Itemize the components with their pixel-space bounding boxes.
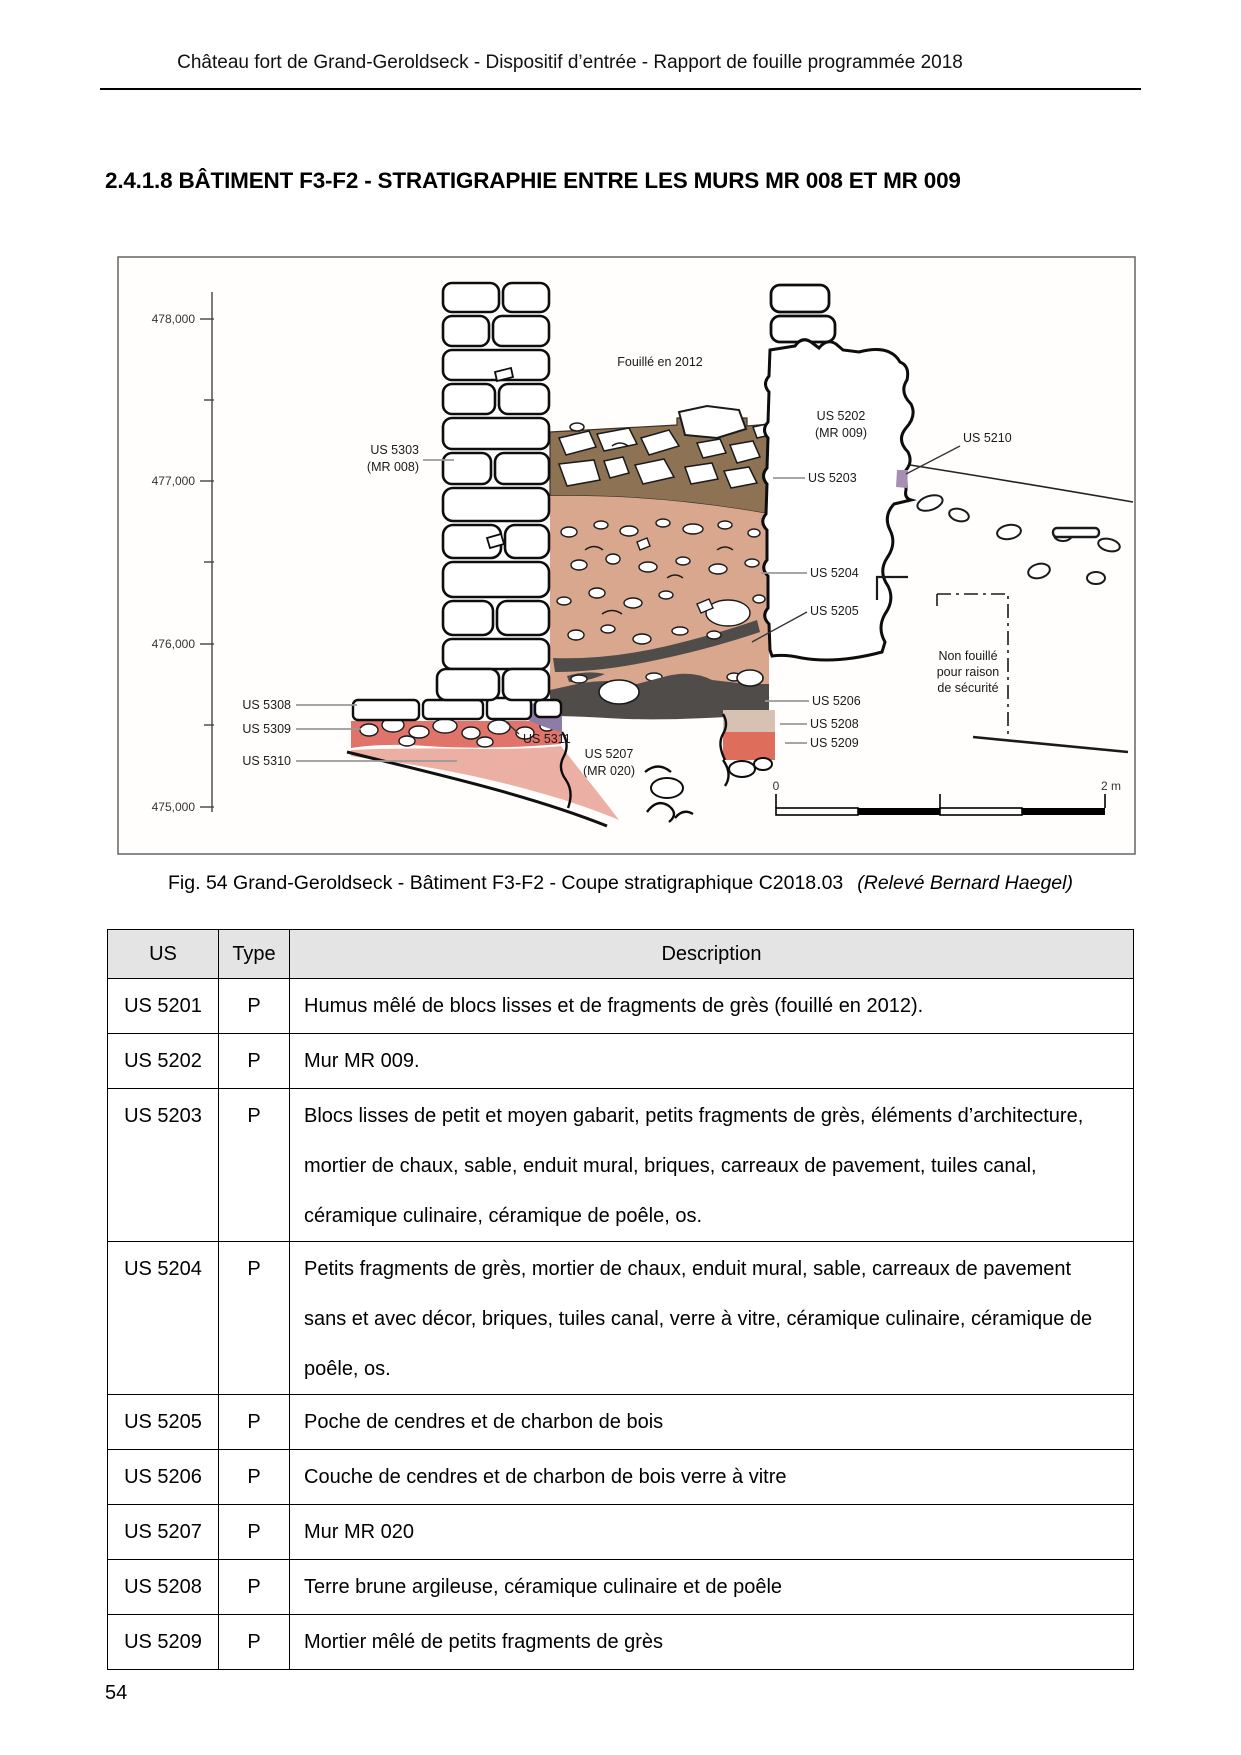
cell-type: P bbox=[219, 1089, 290, 1242]
cell-us: US 5202 bbox=[108, 1034, 219, 1089]
label-non-fouille-1: Non fouillé bbox=[938, 649, 998, 663]
table-row bbox=[108, 979, 1134, 1034]
cell-type: P bbox=[219, 1395, 290, 1450]
table-row bbox=[108, 1089, 1134, 1242]
label-us5202: US 5202 bbox=[816, 409, 866, 423]
layer-us5208 bbox=[723, 710, 775, 732]
cell-type: P bbox=[219, 1505, 290, 1560]
cell-us: US 5208 bbox=[108, 1560, 219, 1615]
label-non-fouille-3: de sécurité bbox=[937, 681, 999, 695]
table-row bbox=[108, 1615, 1134, 1670]
cell-type: P bbox=[219, 1034, 290, 1089]
label-us5309: US 5309 bbox=[242, 722, 291, 736]
table-row bbox=[108, 1395, 1134, 1450]
scale-zero: 0 bbox=[772, 779, 780, 793]
column-header-description: Description bbox=[290, 930, 1134, 979]
table-row bbox=[108, 1242, 1134, 1395]
label-us5206: US 5206 bbox=[812, 694, 861, 708]
stratigraphy-diagram bbox=[107, 232, 1141, 860]
cell-us: US 5203 bbox=[108, 1089, 219, 1242]
cell-description: Blocs lisses de petit et moyen gabarit, petits fragments de grès, éléments d’architecture, mortier de chaux, sable, enduit mural, briques, carreaux de pavement, tuiles canal, céramique culinaire, céramique de poêle, os. bbox=[290, 1089, 1134, 1242]
cell-type: P bbox=[219, 1242, 290, 1395]
page-number: 54 bbox=[105, 1682, 128, 1704]
cell-us: US 5209 bbox=[108, 1615, 219, 1670]
us-description-table bbox=[107, 929, 1134, 1670]
table-row bbox=[108, 1560, 1134, 1615]
elevation-476: 476,000 bbox=[151, 637, 195, 651]
label-non-fouille-2: pour raison bbox=[936, 665, 1000, 679]
cell-description: Terre brune argileuse, céramique culinaire et de poêle bbox=[290, 1560, 1134, 1615]
elevation-475: 475,000 bbox=[151, 800, 195, 814]
cell-us: US 5207 bbox=[108, 1505, 219, 1560]
cell-description: Humus mêlé de blocs lisses et de fragments de grès (fouillé en 2012). bbox=[290, 979, 1134, 1034]
cell-us: US 5201 bbox=[108, 979, 219, 1034]
cell-type: P bbox=[219, 1450, 290, 1505]
page-header: Château fort de Grand-Geroldseck - Dispositif d’entrée - Rapport de fouille programmée 2018 bbox=[177, 52, 963, 73]
label-us5207: US 5207 bbox=[584, 747, 634, 761]
cell-description: Poche de cendres et de charbon de bois bbox=[290, 1395, 1134, 1450]
label-us5311: US 5311 bbox=[523, 732, 571, 746]
label-mr009: (MR 009) bbox=[814, 426, 868, 440]
cell-us: US 5206 bbox=[108, 1450, 219, 1505]
cell-description: Mortier mêlé de petits fragments de grès bbox=[290, 1615, 1134, 1670]
patch-us5210 bbox=[896, 470, 908, 488]
cell-type: P bbox=[219, 1615, 290, 1670]
cell-description: Couche de cendres et de charbon de bois verre à vitre bbox=[290, 1450, 1134, 1505]
label-fouille-2012: Fouillé en 2012 bbox=[617, 355, 703, 369]
elevation-478: 478,000 bbox=[151, 312, 195, 326]
table-row bbox=[108, 1505, 1134, 1560]
figure-caption-credit: (Relevé Bernard Haegel) bbox=[857, 872, 1073, 894]
header-divider bbox=[100, 88, 1141, 90]
label-us5208: US 5208 bbox=[810, 717, 859, 731]
label-us5210: US 5210 bbox=[963, 431, 1012, 445]
cell-description: Petits fragments de grès, mortier de chaux, enduit mural, sable, carreaux de pavement sans et avec décor, briques, tuiles canal, verre à vitre, céramique culinaire, céramique de poêle, os. bbox=[290, 1242, 1134, 1395]
cell-description: Mur MR 020 bbox=[290, 1505, 1134, 1560]
cell-type: P bbox=[219, 1560, 290, 1615]
cell-us: US 5205 bbox=[108, 1395, 219, 1450]
layer-us5209 bbox=[723, 732, 775, 760]
elevation-477: 477,000 bbox=[151, 474, 195, 488]
label-us5209: US 5209 bbox=[810, 736, 859, 750]
cell-description: Mur MR 009. bbox=[290, 1034, 1134, 1089]
column-header-type: Type bbox=[219, 930, 290, 979]
label-mr008: (MR 008) bbox=[366, 460, 419, 474]
table-row bbox=[108, 1450, 1134, 1505]
label-us5205: US 5205 bbox=[810, 604, 859, 618]
column-header-us: US bbox=[108, 930, 219, 979]
table-row bbox=[108, 1034, 1134, 1089]
figure-caption-main: Fig. 54 Grand-Geroldseck - Bâtiment F3-F2 - Coupe stratigraphique C2018.03 bbox=[168, 872, 844, 894]
cell-type: P bbox=[219, 979, 290, 1034]
scale-two-m: 2 m bbox=[1100, 779, 1122, 793]
label-us5308: US 5308 bbox=[242, 698, 291, 712]
table-header-row bbox=[108, 930, 1134, 979]
label-us5204: US 5204 bbox=[810, 566, 859, 580]
label-us5310: US 5310 bbox=[242, 754, 291, 768]
figure-caption bbox=[107, 872, 1134, 895]
section-heading: 2.4.1.8 BÂTIMENT F3-F2 - STRATIGRAPHIE ENTRE LES MURS MR 008 ET MR 009 bbox=[105, 168, 961, 193]
cell-us: US 5204 bbox=[108, 1242, 219, 1395]
label-us5303: US 5303 bbox=[370, 443, 419, 457]
stratigraphy-figure bbox=[107, 232, 1141, 860]
label-mr020: (MR 020) bbox=[582, 764, 636, 778]
label-us5203: US 5203 bbox=[808, 471, 857, 485]
